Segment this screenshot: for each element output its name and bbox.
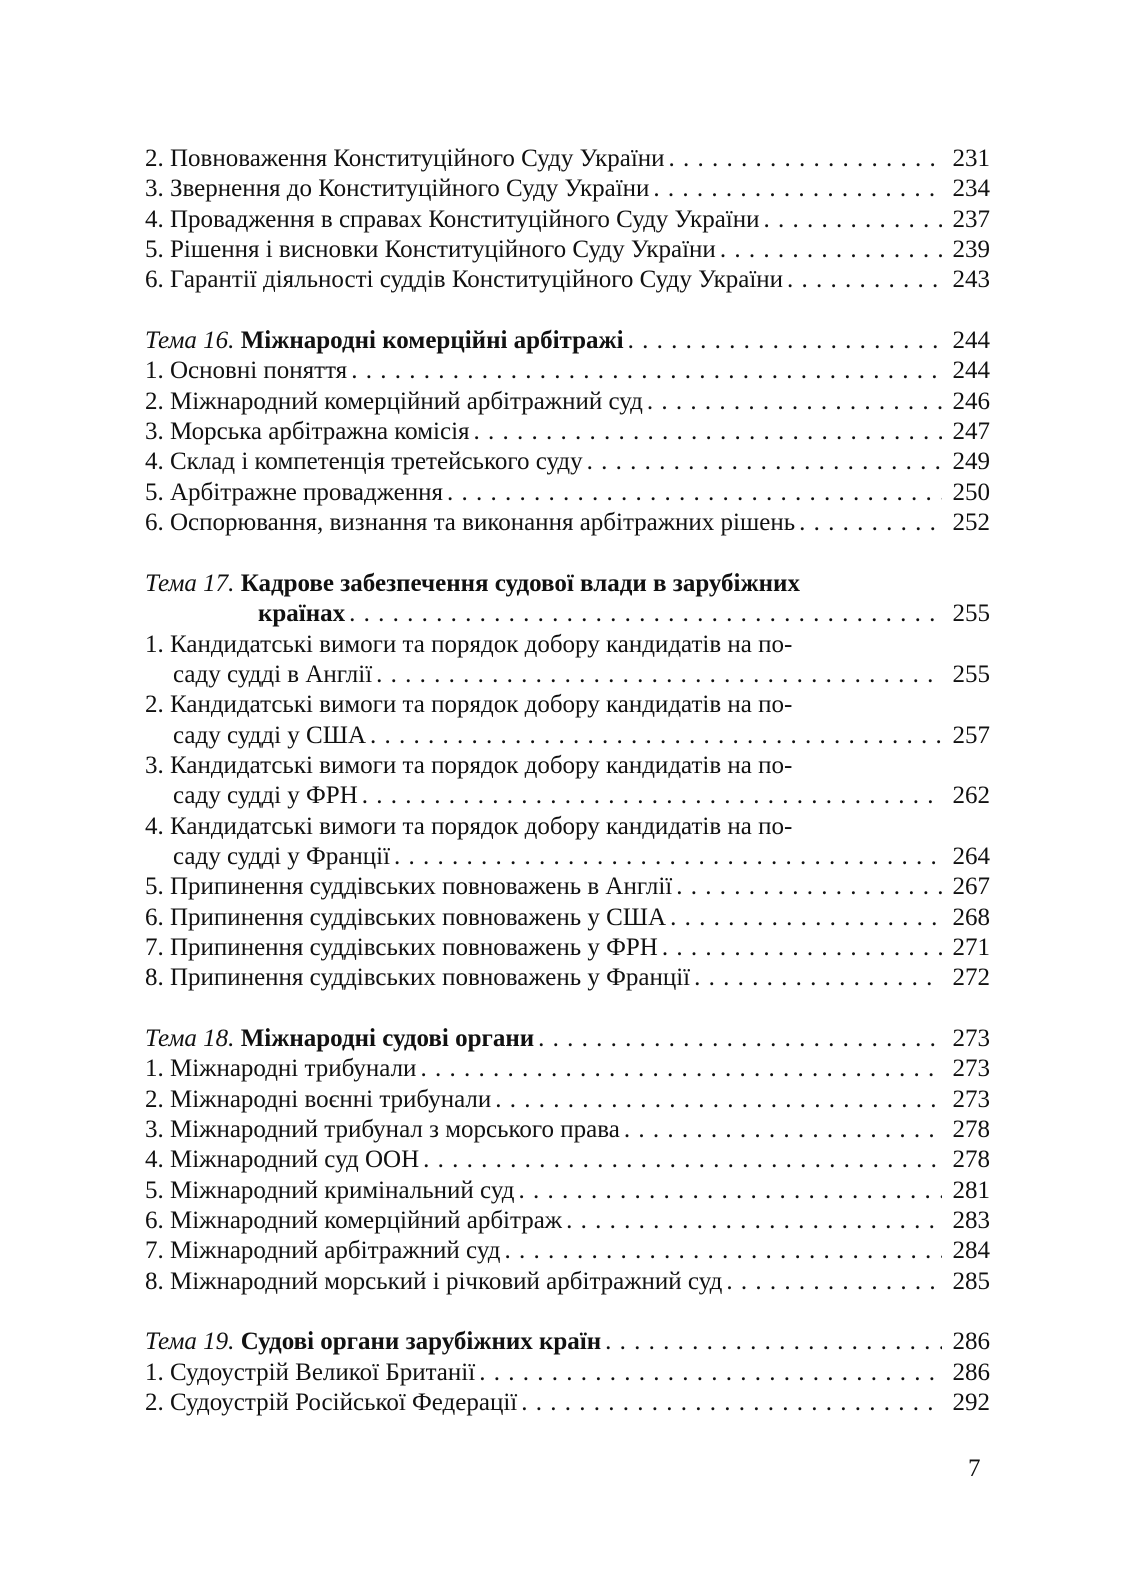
leader-dots — [605, 1327, 942, 1357]
toc-entry-line: 2. Кандидатські вимоги та порядок добору кандидатів на по- — [145, 691, 793, 719]
toc-entry-title: 5. Міжнародний кримінальний суд — [145, 1176, 515, 1204]
toc-entry-title: саду судді у Франції — [173, 842, 391, 870]
toc-entry-page: 273 — [952, 1024, 990, 1052]
toc-entry — [145, 1115, 990, 1145]
toc-entry-title: саду судді у США — [173, 721, 366, 749]
toc-entry — [145, 235, 990, 265]
toc-entry-page: 286 — [952, 1358, 990, 1386]
leader-dots — [726, 1267, 942, 1297]
toc-entry — [145, 1145, 990, 1175]
toc-entry-title: 2. Судоустрій Російської Федерації — [145, 1389, 518, 1417]
leader-dots — [799, 508, 942, 538]
toc-entry-title: 7. Міжнародний арбітражний суд — [145, 1237, 501, 1265]
leader-dots — [362, 781, 942, 811]
toc-entry-page: 246 — [952, 387, 990, 415]
toc-entry — [145, 144, 990, 174]
toc-entry-title: 2. Міжнародні воєнні трибунали — [145, 1085, 492, 1113]
leader-dots — [420, 1054, 942, 1084]
toc-entry-title: 8. Припинення суддівських повноважень у Франції — [145, 964, 691, 992]
toc-entry-page: 243 — [952, 266, 990, 294]
topic-title: Кадрове забезпечення судової влади в зарубіжних — [240, 569, 800, 597]
toc-entry-line: 4. Кандидатські вимоги та порядок добору кандидатів на по- — [145, 812, 793, 840]
toc-entry-page: 237 — [952, 205, 990, 233]
toc-topic-heading-continuation — [145, 599, 990, 629]
page-number: 7 — [968, 1455, 981, 1482]
toc-entry-page: 278 — [952, 1116, 990, 1143]
toc-topic-heading — [145, 326, 990, 356]
toc-entry-page: 268 — [952, 903, 990, 931]
toc-entry — [145, 933, 990, 963]
leader-dots — [764, 205, 942, 235]
toc-entry-page: 264 — [952, 842, 990, 870]
toc-entry — [145, 478, 990, 508]
toc-entry — [145, 1236, 990, 1266]
toc-entry-title: 6. Припинення суддівських повноважень у США — [145, 903, 667, 931]
toc-entry-page: 267 — [952, 873, 990, 901]
toc-entry-title: 2. Міжнародний комерційний арбітражний суд — [145, 387, 643, 415]
leader-dots — [538, 1024, 942, 1054]
topic-label: Тема 16. — [145, 327, 235, 355]
toc-entry-page: 278 — [952, 1146, 990, 1174]
leader-dots — [566, 1206, 942, 1236]
toc-entry-title: 8. Міжнародний морський і річковий арбітражний суд — [145, 1267, 723, 1295]
toc-entry-page: 239 — [952, 236, 990, 264]
toc-entry-title: саду судді у ФРН — [173, 782, 358, 810]
toc-entry-title: 3. Морська арбітражна комісія — [145, 418, 470, 446]
toc-entry — [145, 660, 990, 690]
toc-entry-page: 257 — [952, 721, 990, 749]
toc-entry-page: 271 — [952, 933, 990, 961]
toc-entry-page: 285 — [952, 1267, 990, 1295]
toc-entry-title: 1. Основні поняття — [145, 357, 348, 385]
toc-entry-line: 3. Кандидатські вимоги та порядок добору кандидатів на по- — [145, 751, 793, 779]
toc-entry — [145, 356, 990, 386]
toc-topic-heading — [145, 1024, 990, 1054]
toc-topic-heading-line — [145, 569, 990, 599]
toc-entry — [145, 508, 990, 538]
toc-entry-title: 4. Склад і компетенція третейського суду — [145, 448, 583, 476]
toc-entry-page: 272 — [952, 964, 990, 992]
topic-label: Тема 17. — [145, 569, 235, 597]
toc-entry-page: 247 — [952, 418, 990, 446]
section-gap — [145, 1297, 990, 1327]
leader-dots — [370, 721, 942, 751]
toc-entry — [145, 1388, 990, 1418]
topic-title: Міжнародні комерційні арбітражі — [240, 327, 624, 355]
leader-dots — [349, 599, 942, 629]
leader-dots — [647, 387, 942, 417]
toc-entry-page: 273 — [952, 1055, 990, 1083]
toc-entry-title: 4. Провадження в справах Конституційного Суду України — [145, 205, 760, 233]
toc-entry — [145, 903, 990, 933]
leader-dots — [495, 1085, 942, 1115]
toc-topic-heading — [145, 1327, 990, 1357]
toc-entry — [145, 1176, 990, 1206]
toc-entry — [145, 1206, 990, 1236]
toc-entry — [145, 1358, 990, 1388]
toc-entry — [145, 447, 990, 477]
toc-entry — [145, 205, 990, 235]
toc-entry-page: 255 — [952, 660, 990, 688]
toc-entry-title: 3. Міжнародний трибунал з морського права — [145, 1116, 620, 1143]
section-gap — [145, 538, 990, 568]
toc-entry — [145, 781, 990, 811]
toc-entry — [145, 963, 990, 993]
toc-entry-page: 262 — [952, 782, 990, 810]
toc-entry — [145, 417, 990, 447]
toc-entry-page: 244 — [952, 357, 990, 385]
toc-entry-title: 1. Судоустрій Великої Британії — [145, 1358, 476, 1386]
toc-entry — [145, 1267, 990, 1297]
leader-dots — [662, 933, 942, 963]
leader-dots — [670, 903, 942, 933]
leader-dots — [521, 1388, 942, 1418]
leader-dots — [394, 842, 942, 872]
toc-entry — [145, 265, 990, 295]
leader-dots — [376, 660, 942, 690]
toc-entry-title: 7. Припинення суддівських повноважень у ФРН — [145, 933, 658, 961]
toc-entry — [145, 1085, 990, 1115]
section-gap — [145, 296, 990, 326]
leader-dots — [504, 1236, 942, 1266]
toc-entry-title: 5. Припинення суддівських повноважень в Англії — [145, 873, 673, 901]
toc-entry — [145, 842, 990, 872]
leader-dots — [720, 235, 942, 265]
toc-entry-page: 284 — [952, 1237, 990, 1265]
toc-entry-title: саду судді в Англії — [173, 660, 373, 688]
leader-dots — [423, 1145, 942, 1175]
leader-dots — [351, 356, 942, 386]
leader-dots — [474, 417, 942, 447]
toc-entry-line: 1. Кандидатські вимоги та порядок добору кандидатів на по- — [145, 630, 793, 658]
toc-entry-page: 292 — [952, 1389, 990, 1417]
toc-entry-page: 281 — [952, 1176, 990, 1204]
leader-dots — [518, 1176, 942, 1206]
toc-entry — [145, 1054, 990, 1084]
toc-entry-page: 252 — [952, 509, 990, 537]
toc-entry-page: 244 — [952, 327, 990, 355]
toc-entry-title: 2. Повноваження Конституційного Суду України — [145, 145, 665, 172]
toc-entry-page: 255 — [952, 600, 990, 628]
leader-dots — [587, 447, 942, 477]
topic-title-continuation: країнах — [258, 600, 346, 628]
toc-entry-title: 6. Міжнародний комерційний арбітраж — [145, 1207, 563, 1235]
topic-label: Тема 19. — [145, 1328, 235, 1356]
toc-entry-page: 250 — [952, 478, 990, 506]
leader-dots — [787, 265, 942, 295]
toc-entry-page: 249 — [952, 448, 990, 476]
toc-entry-page: 231 — [952, 145, 990, 172]
leader-dots — [479, 1358, 942, 1388]
toc-entry-title: 6. Оспорювання, визнання та виконання арбітражних рішень — [145, 509, 796, 537]
leader-dots — [628, 326, 942, 356]
topic-label: Тема 18. — [145, 1024, 235, 1052]
leader-dots — [653, 174, 942, 204]
toc-entry-page: 283 — [952, 1207, 990, 1235]
toc-entry-page: 286 — [952, 1328, 990, 1356]
leader-dots — [694, 963, 942, 993]
toc-entry-title: 1. Міжнародні трибунали — [145, 1055, 417, 1083]
leader-dots — [669, 144, 942, 174]
topic-title: Міжнародні судові органи — [240, 1024, 535, 1052]
topic-title: Судові органи зарубіжних країн — [240, 1328, 602, 1356]
leader-dots — [624, 1115, 942, 1145]
toc-entry-title: 5. Рішення і висновки Конституційного Суду України — [145, 236, 716, 264]
toc-entry-title: 5. Арбітражне провадження — [145, 478, 444, 506]
toc-entry — [145, 387, 990, 417]
table-of-contents — [145, 144, 990, 1418]
toc-entry-title: 6. Гарантії діяльності суддів Конституційного Суду України — [145, 266, 784, 294]
toc-entry — [145, 721, 990, 751]
toc-entry-title: 3. Звернення до Конституційного Суду України — [145, 175, 650, 203]
toc-entry-title: 4. Міжнародний суд ООН — [145, 1146, 420, 1174]
section-gap — [145, 994, 990, 1024]
toc-entry — [145, 174, 990, 204]
leader-dots — [447, 478, 942, 508]
toc-entry-page: 273 — [952, 1085, 990, 1113]
leader-dots — [676, 872, 942, 902]
toc-entry — [145, 872, 990, 902]
toc-entry-page: 234 — [952, 175, 990, 203]
